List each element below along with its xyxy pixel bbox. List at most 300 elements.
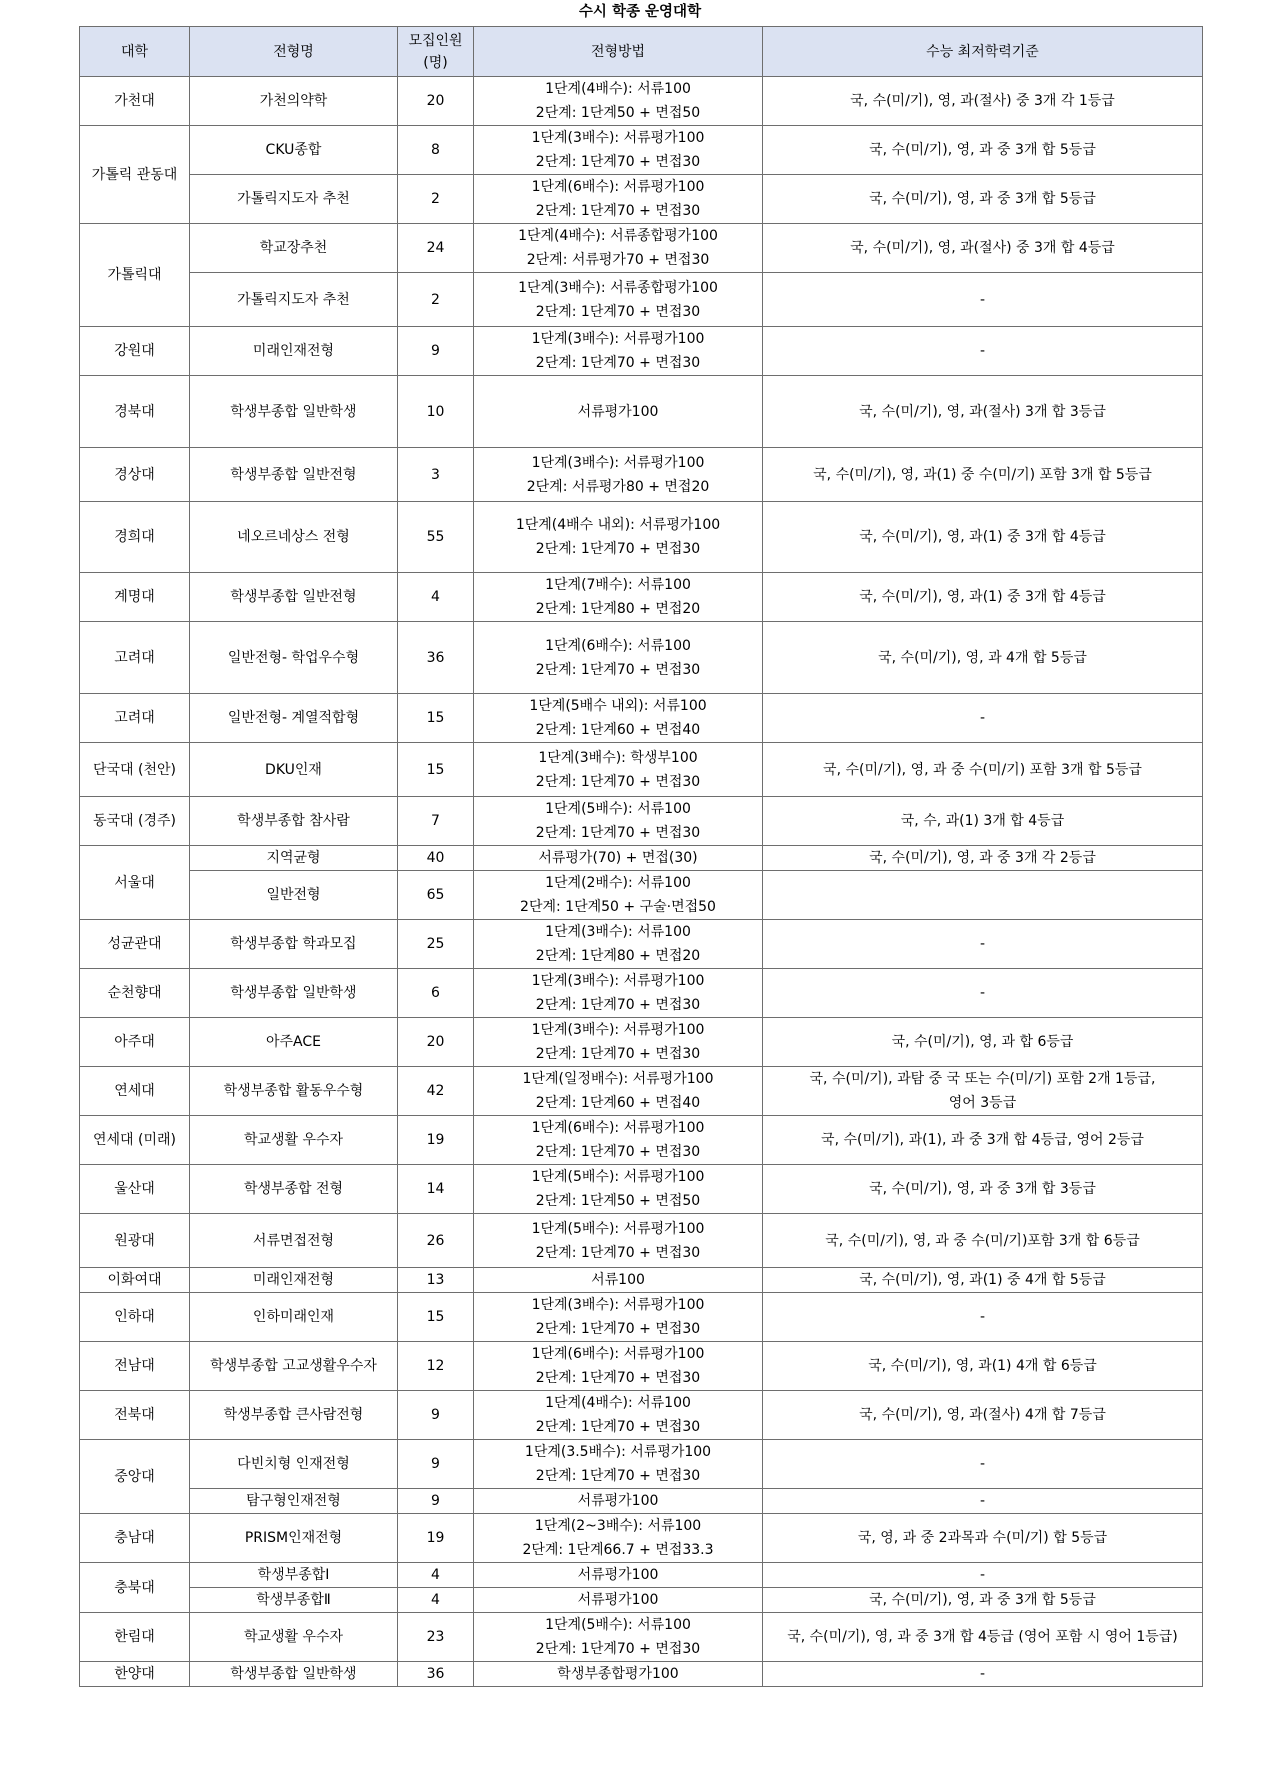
cell-university: 서울대 bbox=[80, 846, 190, 920]
cell-quota: 4 bbox=[398, 1563, 474, 1588]
cell-admission-type: 학생부종합 활동우수형 bbox=[190, 1067, 398, 1116]
requirement-line: - bbox=[979, 1456, 986, 1472]
cell-quota: 4 bbox=[398, 1588, 474, 1613]
method-line: 1단계(3배수): 서류평가100 bbox=[531, 454, 705, 471]
method-line: 학생부종합평가100 bbox=[557, 1666, 679, 1682]
requirement-line: 국, 수, 과(1) 3개 합 4등급 bbox=[900, 813, 1065, 829]
table-row bbox=[80, 1214, 1203, 1268]
cell-admission-type: 학생부종합Ⅰ bbox=[190, 1563, 398, 1588]
method-line: 2단계: 1단계70 + 면접30 bbox=[535, 541, 701, 557]
cell-university: 경희대 bbox=[80, 502, 190, 573]
cell-method bbox=[474, 502, 763, 573]
header-method: 전형방법 bbox=[474, 27, 763, 77]
cell-quota: 65 bbox=[398, 871, 474, 920]
table-row bbox=[80, 743, 1203, 797]
cell-min-requirement bbox=[763, 1293, 1203, 1342]
cell-university: 충남대 bbox=[80, 1514, 190, 1563]
table-row bbox=[80, 1613, 1203, 1662]
cell-university: 한림대 bbox=[80, 1613, 190, 1662]
cell-university: 전북대 bbox=[80, 1391, 190, 1440]
method-line: 1단계(5배수): 서류평가100 bbox=[531, 1220, 705, 1237]
method-line: 2단계: 1단계80 + 면접20 bbox=[535, 948, 701, 964]
method-line: 1단계(3배수): 서류평가100 bbox=[531, 130, 705, 146]
table-row bbox=[80, 1018, 1203, 1067]
cell-quota: 10 bbox=[398, 376, 474, 448]
requirement-line: 국, 수(미/기), 영, 과(절사) 4개 합 7등급 bbox=[859, 1407, 1106, 1423]
cell-university: 고려대 bbox=[80, 694, 190, 743]
cell-min-requirement bbox=[763, 969, 1203, 1018]
method-line: 1단계(7배수): 서류100 bbox=[545, 577, 691, 593]
cell-admission-type: 탐구형인재전형 bbox=[190, 1489, 398, 1514]
method-line: 2단계: 1단계60 + 면접40 bbox=[535, 1095, 701, 1111]
method-line: 서류평가100 bbox=[577, 1592, 659, 1608]
cell-admission-type: 일반전형- 학업우수형 bbox=[190, 622, 398, 694]
cell-min-requirement bbox=[763, 502, 1203, 573]
cell-min-requirement bbox=[763, 1613, 1203, 1662]
cell-method bbox=[474, 622, 763, 694]
method-line: 1단계(4배수): 서류종합평가100 bbox=[518, 228, 718, 244]
cell-min-requirement bbox=[763, 694, 1203, 743]
cell-admission-type: 일반전형- 계열적합형 bbox=[190, 694, 398, 743]
requirement-line: 국, 수(미/기), 영, 과 합 6등급 bbox=[891, 1034, 1074, 1050]
cell-university: 강원대 bbox=[80, 327, 190, 376]
cell-quota: 15 bbox=[398, 694, 474, 743]
cell-admission-type: 다빈치형 인재전형 bbox=[190, 1440, 398, 1489]
method-line: 1단계(5배수 내외): 서류100 bbox=[529, 698, 707, 714]
cell-admission-type: 가톨릭지도자 추천 bbox=[190, 175, 398, 224]
requirement-line: - bbox=[979, 1666, 986, 1682]
method-line: 1단계(3배수): 서류평가100 bbox=[531, 973, 705, 989]
method-line: 1단계(6배수): 서류평가100 bbox=[531, 179, 705, 195]
cell-method bbox=[474, 1165, 763, 1214]
table-row bbox=[80, 694, 1203, 743]
cell-quota: 40 bbox=[398, 846, 474, 871]
requirement-line: 국, 수(미/기), 영, 과(절사) 3개 합 3등급 bbox=[859, 403, 1106, 420]
method-line: 2단계: 서류평가70 + 면접30 bbox=[526, 252, 710, 268]
cell-admission-type: CKU종합 bbox=[190, 126, 398, 175]
cell-min-requirement bbox=[763, 126, 1203, 175]
method-line: 2단계: 1단계60 + 면접40 bbox=[535, 722, 701, 738]
cell-university: 가톨릭대 bbox=[80, 224, 190, 327]
cell-min-requirement bbox=[763, 846, 1203, 871]
header-admission-type: 전형명 bbox=[190, 27, 398, 77]
cell-admission-type: 인하미래인재 bbox=[190, 1293, 398, 1342]
table-row bbox=[80, 1662, 1203, 1687]
cell-quota: 12 bbox=[398, 1342, 474, 1391]
method-line: 2단계: 1단계70 + 면접30 bbox=[535, 661, 701, 678]
table-row bbox=[80, 1293, 1203, 1342]
cell-quota: 20 bbox=[398, 77, 474, 126]
admissions-table bbox=[79, 26, 1203, 1687]
cell-admission-type: 아주ACE bbox=[190, 1018, 398, 1067]
cell-min-requirement bbox=[763, 327, 1203, 376]
requirement-line: 국, 수(미/기), 영, 과 중 수(미/기) 포함 3개 합 5등급 bbox=[823, 761, 1142, 778]
method-line: 2단계: 1단계70 + 면접30 bbox=[535, 825, 701, 841]
cell-method bbox=[474, 920, 763, 969]
requirement-line: 국, 수(미/기), 영, 과(1) 중 3개 합 4등급 bbox=[859, 589, 1106, 605]
method-line: 1단계(3배수): 서류100 bbox=[545, 924, 691, 940]
table-row bbox=[80, 224, 1203, 273]
method-line: 1단계(5배수): 서류100 bbox=[545, 801, 691, 817]
cell-university: 가천대 bbox=[80, 77, 190, 126]
requirement-line: 국, 영, 과 중 2과목과 수(미/기) 합 5등급 bbox=[857, 1530, 1108, 1546]
table-row bbox=[80, 126, 1203, 175]
cell-university: 계명대 bbox=[80, 573, 190, 622]
method-line: 1단계(4배수): 서류100 bbox=[545, 1395, 691, 1411]
cell-university: 동국대 (경주) bbox=[80, 797, 190, 846]
cell-university: 성균관대 bbox=[80, 920, 190, 969]
cell-quota: 19 bbox=[398, 1514, 474, 1563]
requirement-line: 국, 수(미/기), 영, 과 중 3개 합 5등급 bbox=[869, 191, 1096, 207]
cell-min-requirement bbox=[763, 1268, 1203, 1293]
requirement-line: 국, 수(미/기), 영, 과(절사) 중 3개 합 4등급 bbox=[850, 240, 1115, 256]
method-line: 서류평가(70) + 면접(30) bbox=[538, 850, 698, 866]
cell-quota: 25 bbox=[398, 920, 474, 969]
table-row bbox=[80, 327, 1203, 376]
method-line: 1단계(일정배수): 서류평가100 bbox=[522, 1071, 714, 1087]
method-line: 서류평가100 bbox=[577, 1567, 659, 1583]
cell-min-requirement bbox=[763, 1588, 1203, 1613]
table-body bbox=[80, 77, 1203, 1687]
cell-admission-type: 네오르네상스 전형 bbox=[190, 502, 398, 573]
requirement-line: - bbox=[979, 1493, 986, 1509]
method-line: 1단계(3배수): 서류평가100 bbox=[531, 331, 705, 347]
table-row bbox=[80, 1588, 1203, 1613]
cell-min-requirement bbox=[763, 1391, 1203, 1440]
cell-quota: 14 bbox=[398, 1165, 474, 1214]
method-line: 서류평가100 bbox=[577, 403, 659, 420]
requirement-line: - bbox=[979, 343, 986, 359]
method-line: 서류100 bbox=[591, 1272, 645, 1288]
cell-university: 경북대 bbox=[80, 376, 190, 448]
cell-min-requirement bbox=[763, 448, 1203, 502]
requirement-line: 국, 수(미/기), 영, 과 중 3개 각 2등급 bbox=[869, 850, 1096, 866]
cell-min-requirement bbox=[763, 1662, 1203, 1687]
requirement-line: 국, 수(미/기), 과(1), 과 중 3개 합 4등급, 영어 2등급 bbox=[821, 1132, 1144, 1148]
cell-admission-type: 학생부종합 일반전형 bbox=[190, 573, 398, 622]
cell-university: 단국대 (천안) bbox=[80, 743, 190, 797]
cell-quota: 9 bbox=[398, 1489, 474, 1514]
method-line: 2단계: 1단계66.7 + 면접33.3 bbox=[522, 1542, 714, 1558]
header-quota-line1: 모집인원 bbox=[408, 32, 463, 49]
cell-quota: 6 bbox=[398, 969, 474, 1018]
table-row bbox=[80, 920, 1203, 969]
method-line: 1단계(5배수): 서류100 bbox=[545, 1617, 691, 1633]
method-line: 1단계(5배수): 서류평가100 bbox=[531, 1169, 705, 1185]
cell-quota: 13 bbox=[398, 1268, 474, 1293]
table-row bbox=[80, 871, 1203, 920]
requirement-line: - bbox=[979, 710, 986, 726]
cell-quota: 15 bbox=[398, 743, 474, 797]
header-min-requirement: 수능 최저학력기준 bbox=[763, 27, 1203, 77]
cell-min-requirement bbox=[763, 1563, 1203, 1588]
method-line: 2단계: 1단계70 + 면접30 bbox=[535, 997, 701, 1013]
table-row bbox=[80, 573, 1203, 622]
table-row bbox=[80, 448, 1203, 502]
cell-method bbox=[474, 1067, 763, 1116]
requirement-line: 국, 수(미/기), 영, 과(1) 4개 합 6등급 bbox=[868, 1358, 1097, 1374]
cell-method bbox=[474, 77, 763, 126]
method-line: 2단계: 1단계70 + 면접30 bbox=[535, 1321, 701, 1337]
cell-quota: 2 bbox=[398, 175, 474, 224]
table-row bbox=[80, 1067, 1203, 1116]
table-row bbox=[80, 77, 1203, 126]
requirement-line: 국, 수(미/기), 영, 과 4개 합 5등급 bbox=[878, 649, 1087, 666]
table-row bbox=[80, 376, 1203, 448]
method-line: 2단계: 1단계70 + 면접30 bbox=[535, 1468, 701, 1484]
cell-university: 원광대 bbox=[80, 1214, 190, 1268]
table-row bbox=[80, 273, 1203, 327]
requirement-line: 국, 수(미/기), 영, 과 중 3개 합 5등급 bbox=[869, 1592, 1096, 1608]
method-line: 2단계: 1단계50 + 면접50 bbox=[535, 1193, 701, 1209]
cell-university: 고려대 bbox=[80, 622, 190, 694]
cell-quota: 9 bbox=[398, 1440, 474, 1489]
cell-quota: 7 bbox=[398, 797, 474, 846]
cell-quota: 20 bbox=[398, 1018, 474, 1067]
cell-admission-type: 학생부종합 고교생활우수자 bbox=[190, 1342, 398, 1391]
cell-university: 연세대 bbox=[80, 1067, 190, 1116]
method-line: 1단계(6배수): 서류100 bbox=[545, 637, 691, 654]
table-row bbox=[80, 846, 1203, 871]
cell-method bbox=[474, 871, 763, 920]
requirement-line: 국, 수(미/기), 영, 과(1) 중 4개 합 5등급 bbox=[859, 1272, 1106, 1288]
cell-quota: 19 bbox=[398, 1116, 474, 1165]
cell-min-requirement bbox=[763, 1514, 1203, 1563]
table-row bbox=[80, 1563, 1203, 1588]
cell-min-requirement bbox=[763, 1165, 1203, 1214]
cell-min-requirement bbox=[763, 743, 1203, 797]
cell-min-requirement bbox=[763, 273, 1203, 327]
cell-method bbox=[474, 1514, 763, 1563]
table-header-row bbox=[80, 27, 1203, 77]
cell-quota: 15 bbox=[398, 1293, 474, 1342]
cell-quota: 23 bbox=[398, 1613, 474, 1662]
cell-admission-type: 학교생활 우수자 bbox=[190, 1613, 398, 1662]
table-row bbox=[80, 1268, 1203, 1293]
method-line: 2단계: 1단계70 + 면접30 bbox=[535, 303, 701, 320]
cell-min-requirement bbox=[763, 77, 1203, 126]
cell-quota: 26 bbox=[398, 1214, 474, 1268]
document-title: 수시 학종 운영대학 bbox=[578, 4, 702, 20]
cell-admission-type: 가톨릭지도자 추천 bbox=[190, 273, 398, 327]
cell-admission-type: 학생부종합 큰사람전형 bbox=[190, 1391, 398, 1440]
method-line: 서류평가100 bbox=[577, 1493, 659, 1509]
cell-method bbox=[474, 694, 763, 743]
cell-admission-type: 가천의약학 bbox=[190, 77, 398, 126]
cell-university: 인하대 bbox=[80, 1293, 190, 1342]
method-line: 1단계(6배수): 서류평가100 bbox=[531, 1120, 705, 1136]
cell-quota: 24 bbox=[398, 224, 474, 273]
cell-method bbox=[474, 448, 763, 502]
method-line: 1단계(3.5배수): 서류평가100 bbox=[524, 1444, 712, 1460]
cell-min-requirement bbox=[763, 871, 1203, 920]
method-line: 1단계(3배수): 서류평가100 bbox=[531, 1297, 705, 1313]
cell-method bbox=[474, 1613, 763, 1662]
cell-method bbox=[474, 743, 763, 797]
cell-university: 중앙대 bbox=[80, 1440, 190, 1514]
cell-university: 경상대 bbox=[80, 448, 190, 502]
cell-method bbox=[474, 1563, 763, 1588]
cell-quota: 55 bbox=[398, 502, 474, 573]
method-line: 2단계: 1단계50 + 면접50 bbox=[535, 105, 701, 121]
requirement-line: 국, 수(미/기), 영, 과 중 3개 합 5등급 bbox=[869, 142, 1096, 158]
method-line: 2단계: 1단계70 + 면접30 bbox=[535, 1641, 701, 1657]
method-line: 1단계(6배수): 서류평가100 bbox=[531, 1346, 705, 1362]
cell-method bbox=[474, 327, 763, 376]
cell-method bbox=[474, 1293, 763, 1342]
cell-admission-type: 학생부종합 전형 bbox=[190, 1165, 398, 1214]
method-line: 1단계(4배수 내외): 서류평가100 bbox=[515, 517, 721, 533]
method-line: 2단계: 1단계70 + 면접30 bbox=[535, 1419, 701, 1435]
method-line: 1단계(2~3배수): 서류100 bbox=[534, 1518, 702, 1534]
cell-admission-type: 서류면접전형 bbox=[190, 1214, 398, 1268]
cell-min-requirement bbox=[763, 797, 1203, 846]
cell-method bbox=[474, 1214, 763, 1268]
requirement-line: 국, 수(미/기), 영, 과 중 3개 합 3등급 bbox=[869, 1181, 1096, 1197]
cell-admission-type: DKU인재 bbox=[190, 743, 398, 797]
method-line: 2단계: 1단계70 + 면접30 bbox=[535, 773, 701, 790]
cell-quota: 3 bbox=[398, 448, 474, 502]
cell-quota: 36 bbox=[398, 622, 474, 694]
method-line: 1단계(4배수): 서류100 bbox=[545, 81, 691, 97]
cell-quota: 8 bbox=[398, 126, 474, 175]
method-line: 2단계: 1단계70 + 면접30 bbox=[535, 355, 701, 371]
cell-min-requirement bbox=[763, 175, 1203, 224]
table-row bbox=[80, 502, 1203, 573]
cell-method bbox=[474, 1342, 763, 1391]
cell-admission-type: 미래인재전형 bbox=[190, 327, 398, 376]
cell-min-requirement bbox=[763, 1342, 1203, 1391]
table-row bbox=[80, 1514, 1203, 1563]
cell-quota: 36 bbox=[398, 1662, 474, 1687]
method-line: 2단계: 1단계70 + 면접30 bbox=[535, 154, 701, 170]
cell-min-requirement bbox=[763, 1214, 1203, 1268]
cell-admission-type: 학교생활 우수자 bbox=[190, 1116, 398, 1165]
cell-admission-type: 학생부종합 일반학생 bbox=[190, 969, 398, 1018]
cell-quota: 4 bbox=[398, 573, 474, 622]
cell-quota: 9 bbox=[398, 1391, 474, 1440]
cell-min-requirement bbox=[763, 1018, 1203, 1067]
cell-quota: 42 bbox=[398, 1067, 474, 1116]
cell-method bbox=[474, 969, 763, 1018]
table-row bbox=[80, 1391, 1203, 1440]
requirement-line: - bbox=[979, 985, 986, 1001]
method-line: 2단계: 1단계70 + 면접30 bbox=[535, 1144, 701, 1160]
cell-method bbox=[474, 1662, 763, 1687]
cell-university: 한양대 bbox=[80, 1662, 190, 1687]
cell-method bbox=[474, 224, 763, 273]
method-line: 1단계(2배수): 서류100 bbox=[545, 875, 691, 891]
method-line: 1단계(3배수): 서류평가100 bbox=[531, 1022, 705, 1038]
requirement-line: - bbox=[979, 1567, 986, 1583]
requirement-line: 국, 수(미/기), 영, 과(절사) 중 3개 각 1등급 bbox=[850, 93, 1115, 109]
requirement-line: - bbox=[979, 291, 986, 308]
cell-min-requirement bbox=[763, 920, 1203, 969]
cell-min-requirement bbox=[763, 622, 1203, 694]
cell-university: 가톨릭 관동대 bbox=[80, 126, 190, 224]
cell-university: 이화여대 bbox=[80, 1268, 190, 1293]
cell-admission-type: 학생부종합 학과모집 bbox=[190, 920, 398, 969]
table-row bbox=[80, 1489, 1203, 1514]
cell-method bbox=[474, 273, 763, 327]
method-line: 2단계: 1단계70 + 면접30 bbox=[535, 1244, 701, 1261]
cell-method bbox=[474, 797, 763, 846]
requirement-line: - bbox=[979, 1309, 986, 1325]
requirement-line: 국, 수(미/기), 영, 과 중 수(미/기)포함 3개 합 6등급 bbox=[825, 1232, 1140, 1249]
cell-admission-type: 학교장추천 bbox=[190, 224, 398, 273]
cell-method bbox=[474, 175, 763, 224]
cell-min-requirement bbox=[763, 1489, 1203, 1514]
table-row bbox=[80, 622, 1203, 694]
requirement-line: 국, 수(미/기), 영, 과(1) 중 수(미/기) 포함 3개 합 5등급 bbox=[813, 466, 1152, 483]
method-line: 2단계: 1단계50 + 구술·면접50 bbox=[520, 899, 716, 915]
table-row bbox=[80, 1342, 1203, 1391]
cell-min-requirement bbox=[763, 1067, 1203, 1116]
cell-min-requirement bbox=[763, 1440, 1203, 1489]
cell-method bbox=[474, 126, 763, 175]
cell-min-requirement bbox=[763, 573, 1203, 622]
table-row bbox=[80, 969, 1203, 1018]
method-line: 2단계: 1단계70 + 면접30 bbox=[535, 203, 701, 219]
table-row bbox=[80, 797, 1203, 846]
table-row bbox=[80, 1440, 1203, 1489]
method-line: 1단계(3배수): 서류종합평가100 bbox=[518, 279, 718, 296]
cell-admission-type: 학생부종합Ⅱ bbox=[190, 1588, 398, 1613]
cell-university: 연세대 (미래) bbox=[80, 1116, 190, 1165]
cell-method bbox=[474, 1018, 763, 1067]
requirement-line: 국, 수(미/기), 과탐 중 국 또는 수(미/기) 포함 2개 1등급, bbox=[809, 1071, 1156, 1087]
requirement-line: - bbox=[979, 936, 986, 952]
cell-university: 전남대 bbox=[80, 1342, 190, 1391]
cell-min-requirement bbox=[763, 1116, 1203, 1165]
cell-admission-type: 학생부종합 일반학생 bbox=[190, 376, 398, 448]
cell-method bbox=[474, 1116, 763, 1165]
header-quota bbox=[398, 27, 474, 77]
table-row bbox=[80, 175, 1203, 224]
cell-method bbox=[474, 1440, 763, 1489]
cell-min-requirement bbox=[763, 376, 1203, 448]
cell-method bbox=[474, 573, 763, 622]
cell-admission-type: 학생부종합 일반학생 bbox=[190, 1662, 398, 1687]
requirement-line: 영어 3등급 bbox=[948, 1095, 1017, 1111]
cell-university: 울산대 bbox=[80, 1165, 190, 1214]
method-line: 2단계: 1단계80 + 면접20 bbox=[535, 601, 701, 617]
method-line: 2단계: 서류평가80 + 면접20 bbox=[526, 478, 710, 495]
cell-quota: 9 bbox=[398, 327, 474, 376]
cell-admission-type: 지역균형 bbox=[190, 846, 398, 871]
cell-min-requirement bbox=[763, 224, 1203, 273]
table-row bbox=[80, 1116, 1203, 1165]
table-row bbox=[80, 1165, 1203, 1214]
cell-method bbox=[474, 1268, 763, 1293]
cell-method bbox=[474, 1588, 763, 1613]
method-line: 2단계: 1단계70 + 면접30 bbox=[535, 1370, 701, 1386]
cell-university: 아주대 bbox=[80, 1018, 190, 1067]
requirement-line: 국, 수(미/기), 영, 과(1) 중 3개 합 4등급 bbox=[859, 529, 1106, 545]
cell-admission-type: 미래인재전형 bbox=[190, 1268, 398, 1293]
cell-university: 순천향대 bbox=[80, 969, 190, 1018]
header-quota-line2: (명) bbox=[423, 54, 448, 71]
cell-method bbox=[474, 1391, 763, 1440]
cell-method bbox=[474, 846, 763, 871]
cell-university: 충북대 bbox=[80, 1563, 190, 1613]
cell-admission-type: PRISM인재전형 bbox=[190, 1514, 398, 1563]
cell-admission-type: 학생부종합 일반전형 bbox=[190, 448, 398, 502]
header-university: 대학 bbox=[80, 27, 190, 77]
cell-quota: 2 bbox=[398, 273, 474, 327]
cell-admission-type: 학생부종합 참사람 bbox=[190, 797, 398, 846]
method-line: 2단계: 1단계70 + 면접30 bbox=[535, 1046, 701, 1062]
